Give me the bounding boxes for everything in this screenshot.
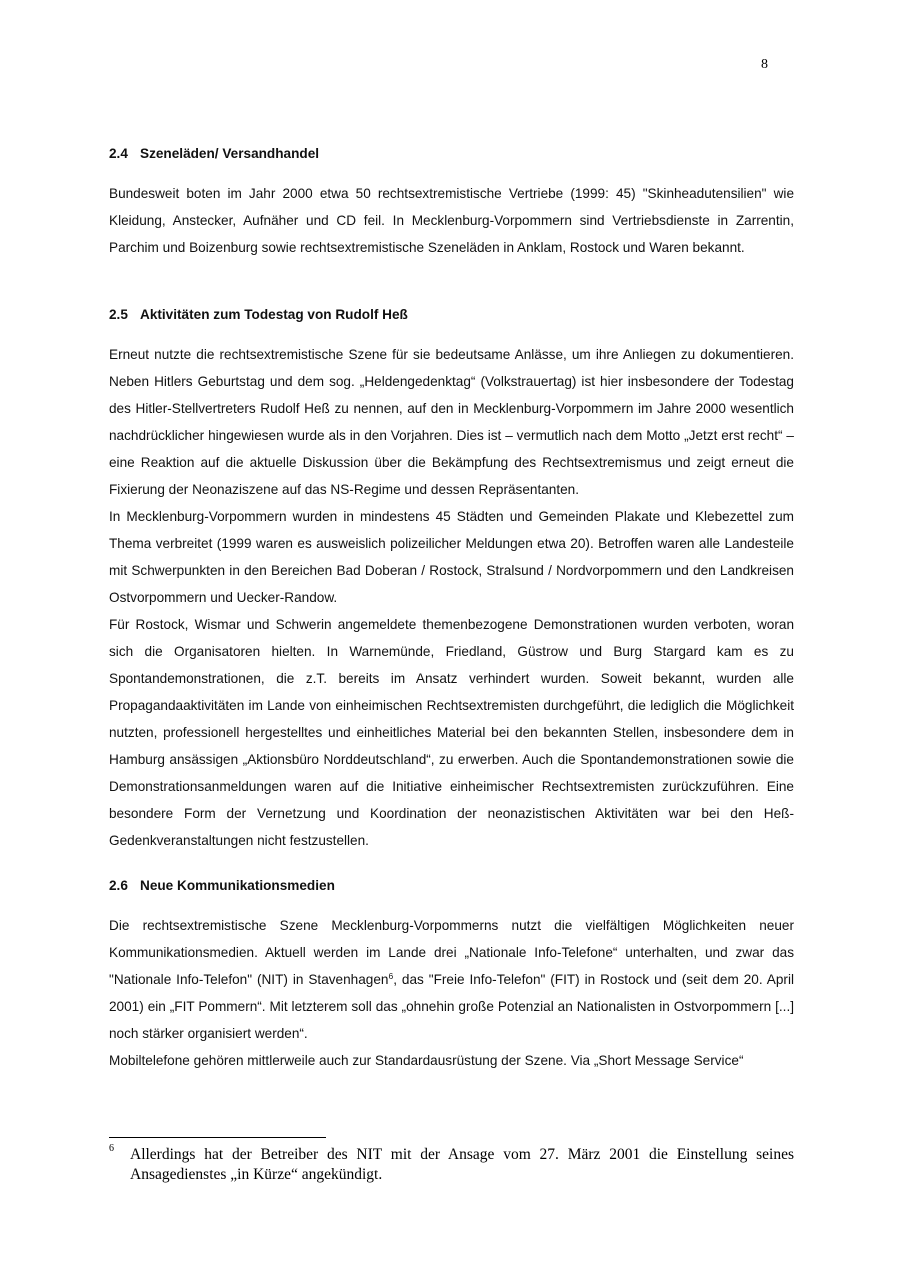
footnote (109, 1145, 794, 1185)
footnote-text: Allerdings hat der Betreiber des NIT mit der Ansage vom 27. März 2001 die Einstellung seines Ansagedienstes „in Kürze“ angekündigt. (130, 1146, 794, 1183)
section-number: 2.5 (109, 307, 128, 322)
paragraph (109, 912, 794, 1047)
section-title: Aktivitäten zum Todestag von Rudolf Heß (140, 307, 408, 322)
paragraph-text: , das "Freie Info-Telefon" (FIT) in Rostock und (seit dem 20. April 2001) ein „FIT Pommern“. Mit letzterem soll das „ohnehin große Potenzial an Nationalisten in Ostvorpommern [...] noch stärker organisiert werden“. (109, 972, 794, 1041)
section-number: 2.4 (109, 146, 128, 161)
section-title: Szeneläden/ Versandhandel (140, 146, 320, 161)
section-title: Neue Kommunikationsmedien (140, 878, 335, 893)
document-body (109, 144, 794, 1074)
footnote-reference[interactable]: 6 (388, 971, 394, 981)
paragraph: Für Rostock, Wismar und Schwerin angemeldete themenbezogene Demonstrationen wurden verboten, woran sich die Organisatoren hielten. In Warnemünde, Friedland, Güstrow und Burg Stargard kam es zu Spontandemonstrationen, die z.T. bereits im Ansatz verhindert wurden. Soweit bekannt, wurden alle Propagandaaktivitäten im Lande von einheimischen Rechtsextremisten durchgeführt, die lediglich die Möglichkeit nutzten, professionell hergestelltes und einheitliches Material bei den bekannten Stellen, insbesondere dem in Hamburg ansässigen „Aktionsbüro Norddeutschland“, zu erwerben. Auch die Spontandemonstrationen sowie die Demonstrationsanmeldungen waren auf die Initiative einheimischer Rechtsextremisten zurückzuführen. Eine besondere Form der Vernetzung und Koordination der neonazistischen Aktivitäten war bei den Heß-Gedenkveranstaltungen nicht festzustellen. (109, 617, 794, 848)
footnote-separator (109, 1137, 326, 1138)
page-number: 8 (761, 57, 768, 72)
section-heading-2-4 (109, 144, 794, 164)
paragraph: Mobiltelefone gehören mittlerweile auch zur Standardausrüstung der Szene. Via „Short Message Service“ (109, 1053, 744, 1068)
section-heading-2-5 (109, 305, 794, 325)
section-number: 2.6 (109, 878, 128, 893)
paragraph: In Mecklenburg-Vorpommern wurden in mindestens 45 Städten und Gemeinden Plakate und Klebezettel zum Thema verbreitet (1999 waren es ausweislich polizeilicher Meldungen etwa 20). Betroffen waren alle Landesteile mit Schwerpunkten in den Bereichen Bad Doberan / Rostock, Stralsund / Nordvorpommern und den Landkreisen Ostvorpommern und Uecker-Randow. (109, 509, 794, 605)
paragraph: Bundesweit boten im Jahr 2000 etwa 50 rechtsextremistische Vertriebe (1999: 45) "Skinheadutensilien" wie Kleidung, Anstecker, Aufnäher und CD feil. In Mecklenburg-Vorpommern sind Vertriebsdienste in Zarrentin, Parchim und Boizenburg sowie rechtsextremistische Szeneläden in Anklam, Rostock und Waren bekannt. (109, 186, 794, 255)
section-heading-2-6 (109, 876, 794, 896)
footnote-mark: 6 (109, 1143, 114, 1154)
paragraph-text: Die rechtsextremistische Szene Mecklenburg-Vorpommerns nutzt die vielfältigen Möglichkeiten neuer Kommunikationsmedien. Aktuell werden im Lande drei „Nationale Info-Telefone“ unterhalten, und zwar das "Nationale Info-Telefon" (NIT) in Stavenhagen (109, 918, 794, 987)
paragraph: Erneut nutzte die rechtsextremistische Szene für sie bedeutsame Anlässe, um ihre Anliegen zu dokumentieren. Neben Hitlers Geburtstag und dem sog. „Heldengedenktag“ (Volkstrauertag) ist hier insbesondere der Todestag des Hitler-Stellvertreters Rudolf Heß zu nennen, auf den in Mecklenburg-Vorpommern im Jahre 2000 wesentlich nachdrücklicher hingewiesen wurde als in den Vorjahren. Dies ist – vermutlich nach dem Motto „Jetzt erst recht“ – eine Reaktion auf die aktuelle Diskussion über die Bekämpfung des Rechtsextremismus und zeigt erneut die Fixierung der Neonaziszene auf das NS-Regime und dessen Repräsentanten. (109, 347, 794, 497)
